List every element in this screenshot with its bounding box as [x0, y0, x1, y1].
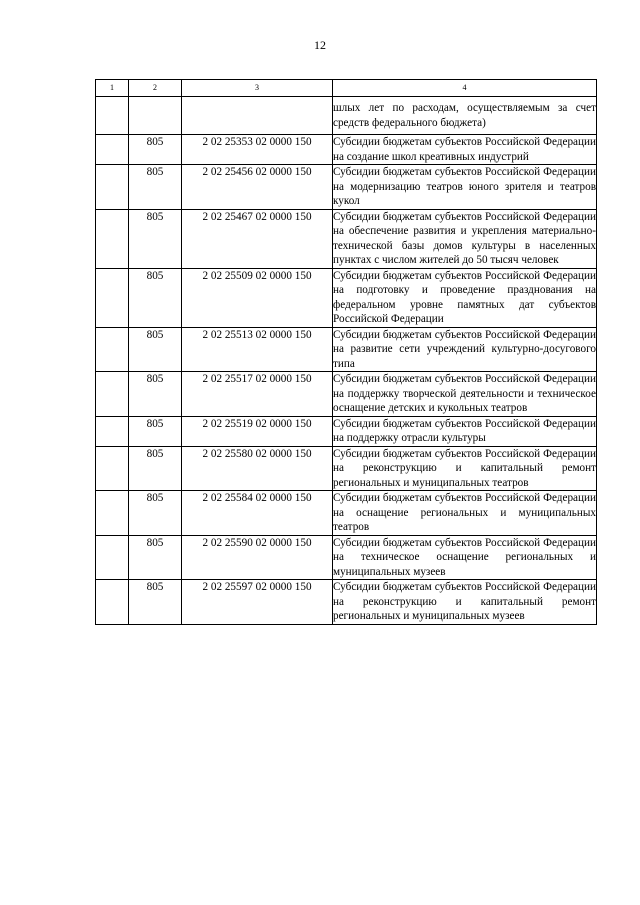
budget-classification-code: 2 02 25353 02 0000 150 [182, 135, 333, 165]
admin-code: 805 [129, 372, 182, 417]
admin-code: 805 [129, 446, 182, 491]
revenue-name: Субсидии бюджетам субъектов Российской Федерации на подготовку и проведение празднования на федеральном уровне памятных дат субъектов Российской Федерации [333, 269, 596, 325]
budget-classification-code: 2 02 25456 02 0000 150 [182, 165, 333, 210]
table-row [96, 535, 597, 580]
table-row [96, 327, 597, 372]
table-row-continuation [96, 97, 597, 135]
admin-code: 805 [129, 580, 182, 625]
row-group-cell [96, 97, 129, 135]
budget-classification-code: 2 02 25519 02 0000 150 [182, 416, 333, 446]
table-row [96, 491, 597, 536]
budget-classification-code: 2 02 25513 02 0000 150 [182, 327, 333, 372]
admin-code: 805 [129, 209, 182, 268]
revenue-name: Субсидии бюджетам субъектов Российской Федерации на создание школ креативных индустрий [333, 136, 596, 163]
budget-classification-code: 2 02 25590 02 0000 150 [182, 535, 333, 580]
column-header-3: 3 [182, 80, 333, 97]
table-header-row [96, 80, 597, 97]
revenue-name: Субсидии бюджетам субъектов Российской Федерации на обеспечение развития и укрепления материально-технической базы домов культуры в населенных пунктах с числом жителей до 50 тысяч человек [333, 210, 596, 266]
budget-classification-code: 2 02 25467 02 0000 150 [182, 209, 333, 268]
column-header-4: 4 [333, 80, 597, 97]
admin-code: 805 [129, 268, 182, 327]
column-header-1: 1 [96, 80, 129, 97]
table-row [96, 135, 597, 165]
budget-classification-code: 2 02 25584 02 0000 150 [182, 491, 333, 536]
table-row [96, 416, 597, 446]
admin-code: 805 [129, 135, 182, 165]
continuation-text: шлых лет по расходам, осуществляемым за счет средств федерального бюджета) [333, 97, 597, 135]
budget-classification-code: 2 02 25597 02 0000 150 [182, 580, 333, 625]
empty-code-cell [129, 97, 182, 135]
table-row [96, 446, 597, 491]
admin-code: 805 [129, 416, 182, 446]
budget-classification-code: 2 02 25509 02 0000 150 [182, 268, 333, 327]
admin-code: 805 [129, 535, 182, 580]
budget-classification-code: 2 02 25517 02 0000 150 [182, 372, 333, 417]
table-row [96, 372, 597, 417]
revenue-name: Субсидии бюджетам субъектов Российской Федерации на оснащение региональных и муниципальных театров [333, 492, 596, 533]
revenue-name: Субсидии бюджетам субъектов Российской Федерации на техническое оснащение региональных и муниципальных музеев [333, 536, 596, 578]
admin-code: 805 [129, 327, 182, 372]
revenue-name: Субсидии бюджетам субъектов Российской Федерации на поддержку отрасли культуры [333, 417, 596, 444]
admin-code: 805 [129, 165, 182, 210]
revenue-name: Субсидии бюджетам субъектов Российской Федерации на развитие сети учреждений культурно-досугового типа [333, 328, 596, 370]
admin-code: 805 [129, 491, 182, 536]
revenue-name: Субсидии бюджетам субъектов Российской Федерации на реконструкцию и капитальный ремонт региональных и муниципальных музеев [333, 581, 596, 622]
column-header-2: 2 [129, 80, 182, 97]
page-number: 12 [314, 38, 326, 52]
table-row [96, 165, 597, 210]
table-row [96, 268, 597, 327]
empty-kbk-cell [182, 97, 333, 135]
revenue-name: Субсидии бюджетам субъектов Российской Федерации на реконструкцию и капитальный ремонт региональных и муниципальных театров [333, 447, 596, 489]
revenue-name: Субсидии бюджетам субъектов Российской Федерации на поддержку творческой деятельности и техническое оснащение детских и кукольных театров [333, 373, 596, 414]
budget-classification-code: 2 02 25580 02 0000 150 [182, 446, 333, 491]
table-row [96, 580, 597, 625]
table-row [96, 209, 597, 268]
revenue-name: Субсидии бюджетам субъектов Российской Федерации на модернизацию театров юного зрителя и театров кукол [333, 166, 596, 207]
budget-code-table [95, 79, 597, 625]
